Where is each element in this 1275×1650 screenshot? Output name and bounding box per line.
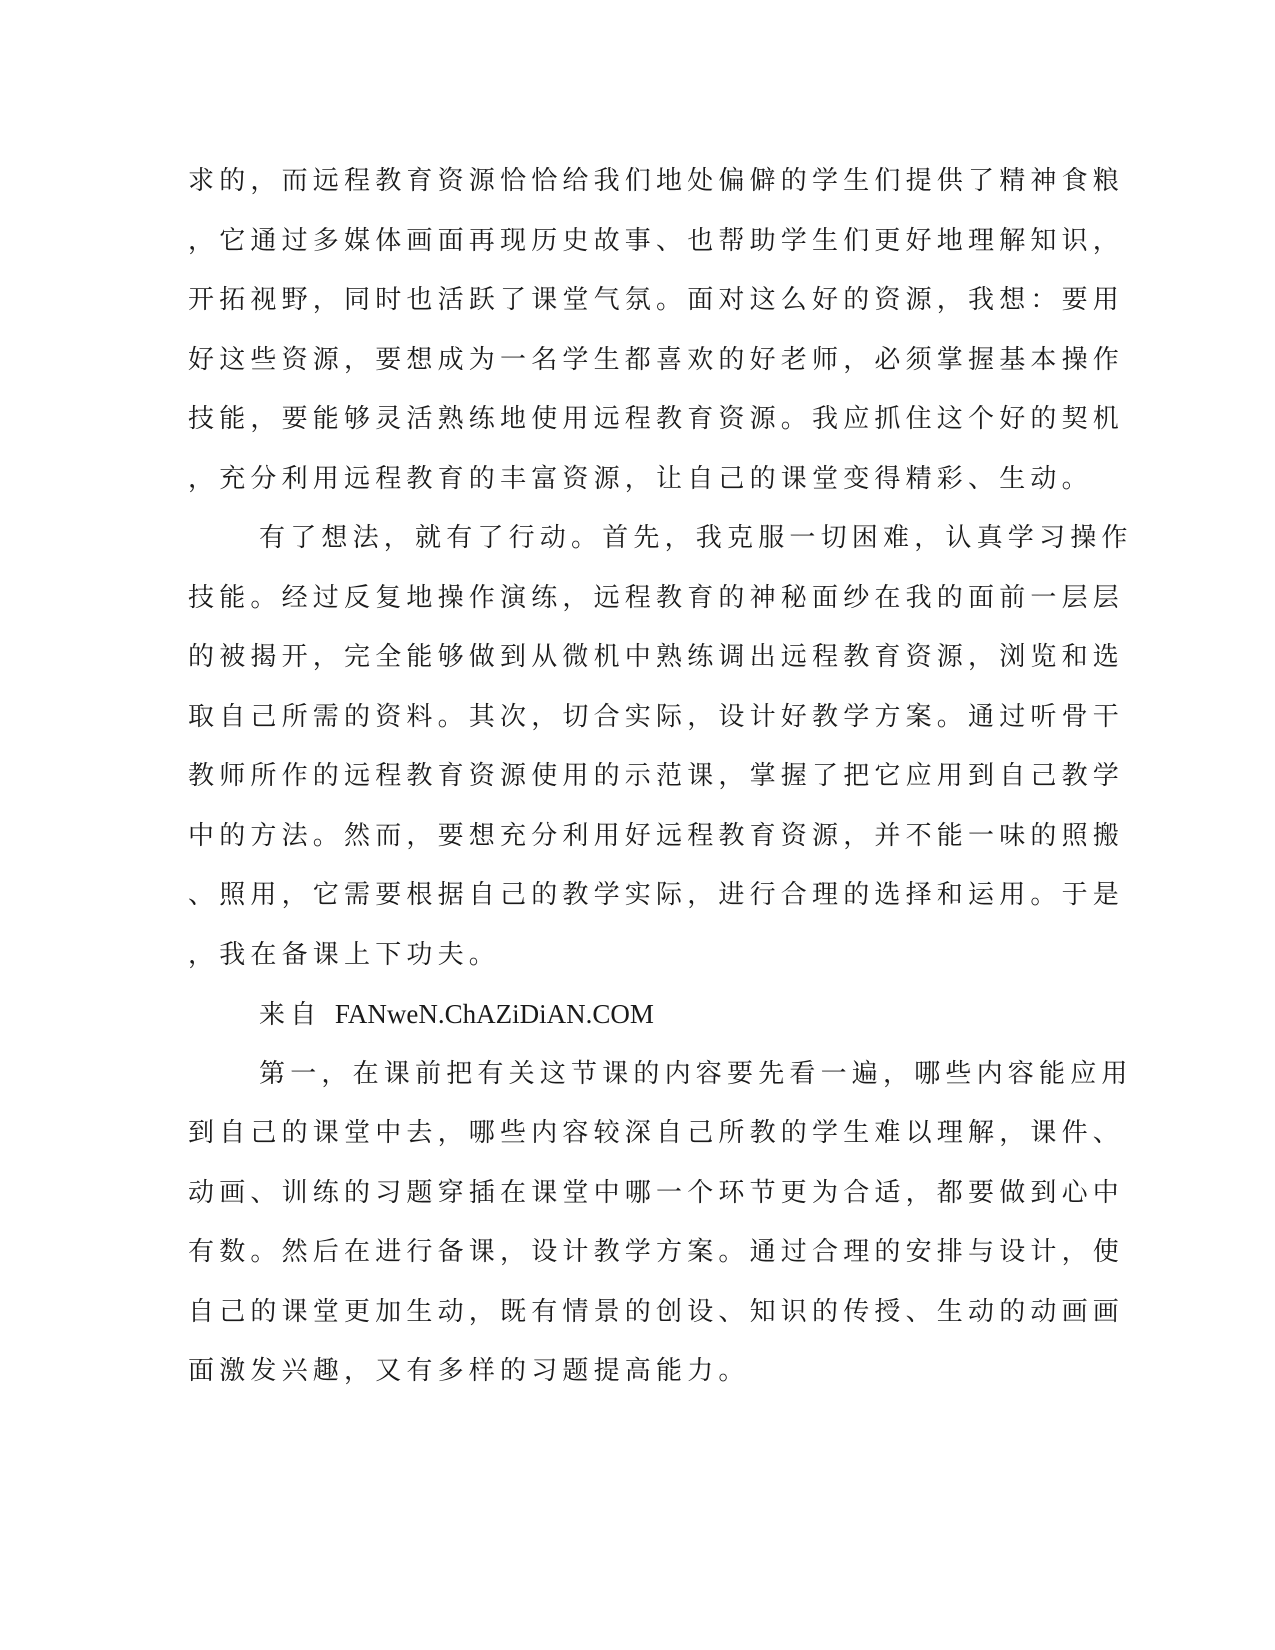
source-line xyxy=(259,1001,654,1028)
source-prefix: 来自 xyxy=(259,1000,322,1030)
text-line: 动画、训练的习题穿插在课堂中哪一个环节更为合适，都要做到心中 xyxy=(188,1178,1125,1208)
text-line: 求的，而远程教育资源恰恰给我们地处偏僻的学生们提供了精神食粮 xyxy=(188,166,1125,196)
text-line: 开拓视野，同时也活跃了课堂气氛。面对这么好的资源，我想：要用 xyxy=(188,285,1125,315)
text-line: 到自己的课堂中去，哪些内容较深自己所教的学生难以理解，课件、 xyxy=(188,1118,1125,1148)
text-line: ，它通过多媒体画面再现历史故事、也帮助学生们更好地理解知识， xyxy=(188,226,1125,256)
text-line: 中的方法。然而，要想充分利用好远程教育资源，并不能一味的照搬 xyxy=(188,821,1125,851)
paragraph-first-line: 有了想法，就有了行动。首先，我克服一切困难，认真学习操作 xyxy=(259,523,1133,553)
text-line: 技能。经过反复地操作演练，远程教育的神秘面纱在我的面前一层层 xyxy=(188,583,1125,613)
text-line: 自己的课堂更加生动，既有情景的创设、知识的传授、生动的动画画 xyxy=(188,1297,1125,1327)
text-line: 的被揭开，完全能够做到从微机中熟练调出远程教育资源，浏览和选 xyxy=(188,642,1125,672)
text-line: 、照用，它需要根据自己的教学实际，进行合理的选择和运用。于是 xyxy=(188,880,1125,910)
text-line: 好这些资源，要想成为一名学生都喜欢的好老师，必须掌握基本操作 xyxy=(188,345,1125,375)
source-url: FANweN.ChAZiDiAN.COM xyxy=(334,999,654,1029)
text-line: 面激发兴趣，又有多样的习题提高能力。 xyxy=(188,1356,750,1386)
text-line: 有数。然后在进行备课，设计教学方案。通过合理的安排与设计，使 xyxy=(188,1237,1125,1267)
text-line: 教师所作的远程教育资源使用的示范课，掌握了把它应用到自己教学 xyxy=(188,761,1125,791)
text-line: ，我在备课上下功夫。 xyxy=(188,940,501,970)
text-line: 技能，要能够灵活熟练地使用远程教育资源。我应抓住这个好的契机 xyxy=(188,404,1125,434)
text-line: 取自己所需的资料。其次，切合实际，设计好教学方案。通过听骨干 xyxy=(188,702,1125,732)
text-line: ，充分利用远程教育的丰富资源，让自己的课堂变得精彩、生动。 xyxy=(188,464,1093,494)
paragraph-first-line: 第一，在课前把有关这节课的内容要先看一遍，哪些内容能应用 xyxy=(259,1059,1133,1089)
